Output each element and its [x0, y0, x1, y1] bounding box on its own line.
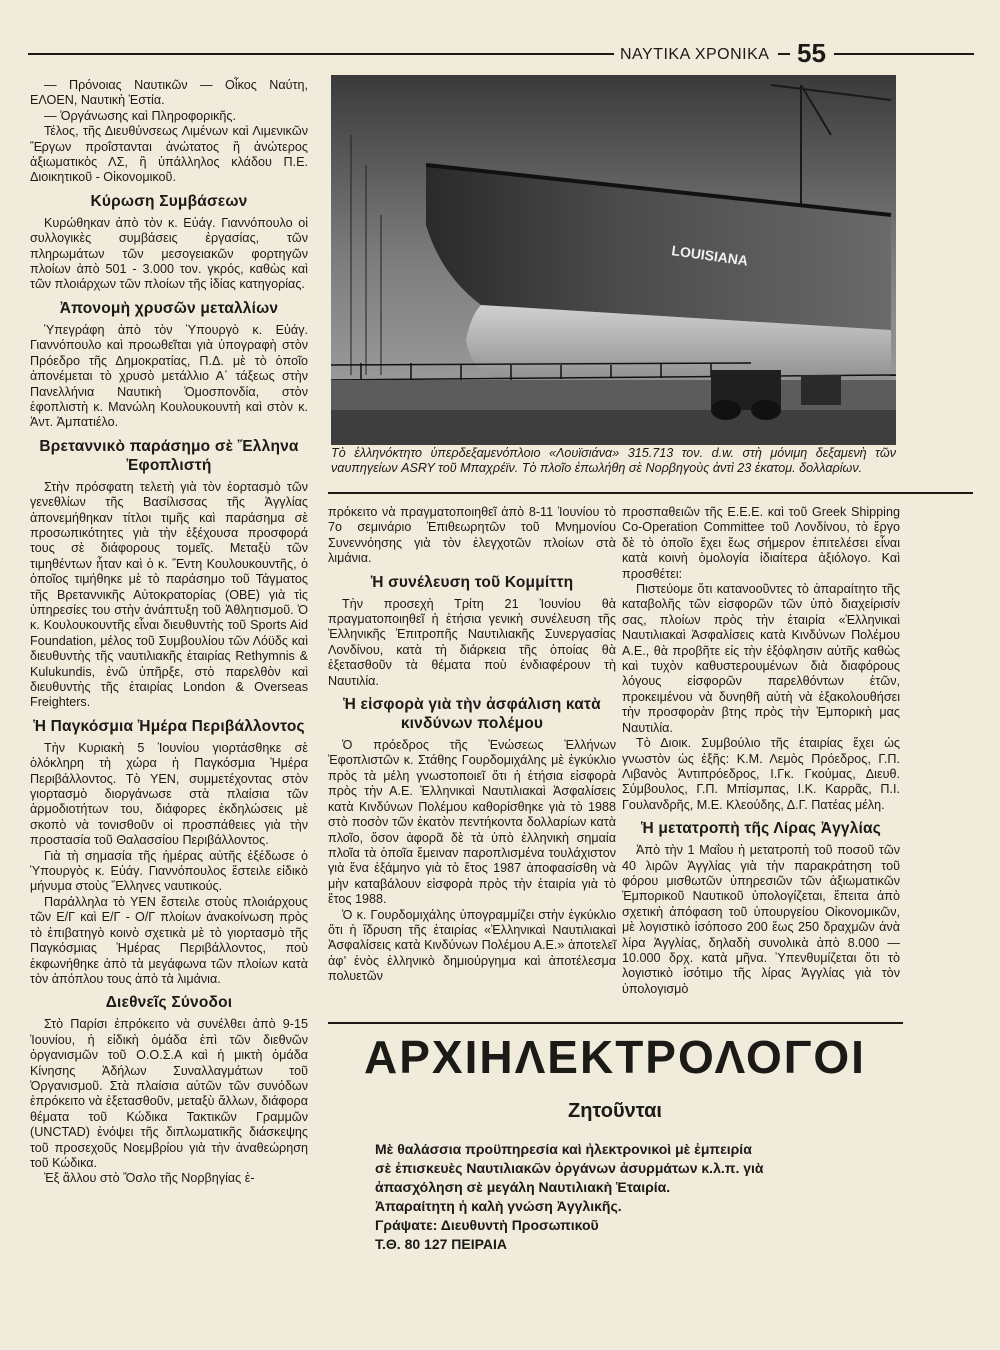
- section-paragraph: Ἐξ ἄλλου στὸ Ὄσλο τῆς Νορβηγίας ἐ-: [44, 1171, 255, 1186]
- section-paragraph: Πιστεύομε ὅτι κατανοοῦντες τὸ ἀπαραίτητο τῆς καταβολῆς τῶν εἰσφορῶν τῶν ὑπὸ διαχείρισίν σας, πλοίων πρὸς τὴν ἑταιρία «Ἑλληνικαὶ Ναυτιλιακαὶ Ἀσφαλίσεις κατὰ Κινδύνων Πολέμου Α.Ε., θὰ προβῆτε εἰς τὴν ἐξόφλησιν αὐτῆς καθὼς καὶ τυχὸν καθυστερουμένων διὰ διαφόρους λόγους εἰσφορῶν παρελθόντων ἐτῶν, προκειμένου νὰ δυνηθῆ αὐτὴ νὰ ἐξακολουθήσει τὴν προσφορὰν βτης πρὸς τὴν Ἐμπορικὴ μας Ναυτιλία.: [622, 582, 900, 735]
- page-number: 55: [797, 38, 826, 68]
- running-title: ΝΑΥΤΙΚΑ ΧΡΟΝΙΚΑ: [620, 46, 770, 63]
- photo-caption: Τὸ ἑλληνόκτητο ὑπερδεξαμενόπλοιο «Λουϊσιάνα» 315.713 τον. d.w. στὴ μόνιμη δεξαμενὴ τῶν ναυπηγείων ASRY τοῦ Μπαχρέϊν. Τὸ πλοῖο ἐπωλήθη σὲ Νορβηγοὺς ἀντὶ 23 ἑκατομ. δολλαρίων.: [331, 446, 896, 476]
- section-paragraph: Στὸ Παρίσι ἐπρόκειτο νὰ συνέλθει ἀπὸ 9-15 Ἰουνίου, ἡ εἰδικὴ ὁμάδα ἐπὶ τῶν διεθνῶν ὀργανισμῶν τοῦ Ο.Ο.Σ.Α καὶ ἡ μικτὴ ὁμάδα Κίνησης Ἀδήλων Συναλλαγμάτων τοῦ Ὀργανισμοῦ. Στὰ πλαίσια αὐτῶν τῶν συνόδων ἐπρόκειτο νὰ ἐξετασθοῦν, μεταξὺ ἄλλων, διάφορα θέματα τοῦ Κώδικα Τακτικῶν Γραμμῶν (UNCTAD) ἐνόψει τῆς διπλωματικῆς διάσκεψης τοῦ προσεχοῦς Νοεμβρίου γιὰ τὴν ἀναθεώρηση τοῦ Κώδικα.: [30, 1017, 308, 1170]
- ad-line: Μὲ θαλάσσια προϋπηρεσία καὶ ἠλεκτρονικοὶ μὲ ἐμπειρία: [375, 1141, 752, 1157]
- ad-line: Τ.Θ. 80 127 ΠΕΙΡΑΙΑ: [375, 1236, 508, 1252]
- section-paragraph: Ἀπὸ τὴν 1 Μαΐου ἡ μετατροπὴ τοῦ ποσοῦ τῶν 40 λιρῶν Ἀγγλίας γιὰ τὴν παρακράτηση τοῦ φόρου μισθωτῶν ὑπηρεσιῶν τῶν ἀξιωματικῶν Ἐμπορικοῦ Ναυτικοῦ ὑπολογίζεται, ἔπειτα ἀπὸ σχετικὴ ἀπόφαση τοῦ ὑπουργείου Οἰκονομικῶν, μὲ λογιστικὸ ἰσόποσο 200 ἕως 250 δραχμῶν ἀνὰ λίρα Ἀγγλίας, δηλαδὴ συνολικὰ ἀπὸ 8.000 — 10.000 δρχ. κατὰ μῆνα. Ὑπενθυμίζεται ὅτι τὸ λογιστικὸ ἰσότιμο τῆς λίρας Ἀγγλίας γιὰ τὸν ὑπολογισμὸ: [622, 843, 900, 996]
- header-rule-left: [28, 53, 614, 55]
- ad-line: σὲ ἐπισκευὲς Ναυτιλιακῶν ὀργάνων ἀσυρμάτων κ.λ.π. γιὰ: [375, 1160, 764, 1176]
- job-advertisement: [345, 1030, 885, 1270]
- section-paragraph: Τὸ Διοικ. Συμβούλιο τῆς ἑταιρίας ἔχει ὡς γνωστὸν ὡς ἑξῆς: Κ.Μ. Λεμὸς Πρόεδρος, Γ.Π. Λιβανὸς Ἀντιπρόεδρος, Ι.Γκ. Γκούμας, Διευθ. Σύμβουλος, Γ.Π. Μπίσμπας, Ι.Κ. Καρρᾶς, Π.Ι. Γουλανδρῆς, Μ.Ε. Κλεούδης, Δ.Γ. Πατέας μέλη.: [622, 736, 900, 812]
- section-heading: Βρεταννικὸ παράσημο σὲ Ἕλληνα Ἐφοπλιστή: [39, 437, 299, 474]
- ad-divider: [328, 1022, 903, 1024]
- section-paragraph: Στὴν πρόσφατη τελετὴ γιὰ τὸν ἑορτασμὸ τῶν γενεθλίων τῆς Βασίλισσας τῆς Ἀγγλίας ἀπονεμήθηκαν τίτλοι τιμῆς καὶ παράσημα σὲ προσωπικότητες γιὰ τὴν ἐξέχουσα προσφορά τους σὲ διάφορους τομεῖς. Μεταξὺ τῶν τιμηθέντων ἦταν καὶ ὁ κ. Ἔντη Κουλουκουντῆς, ὁ ὁποῖος τιμήθηκε μὲ τὸ παράσημο τοῦ Τάγματος τῆς Βρεταννικῆς Αὐτοκρατορίας (OBE) γιὰ τὶς ὑπηρεσίες του στὴν ἀνάπτυξη τοῦ Ἀθλητισμοῦ. Ὁ κ. Κουλουκουντῆς εἶναι διευθυντὴς τοῦ Sports Aid Foundation, μέλος τοῦ Συμβουλίου τῶν Λόϋδς καὶ διευθυντὴς τῆς ναυτιλιακῆς ἑταιρίας Rethymnis & Kulukundis, ἐνῶ ὑπῆρξε, στὸ παρελθὸν καὶ διευθυντὴς τῆς ἑταιρίας London & Overseas Freighters.: [30, 479, 308, 710]
- caption-divider: [328, 492, 973, 494]
- intro-paragraph: — Πρόνοιας Ναυτικῶν — Οἶκος Ναύτη, ΕΛΟΕΝ, Ναυτικὴ Ἑστία.: [30, 78, 308, 108]
- header-rule-mid: [778, 53, 790, 55]
- ad-body: [375, 1140, 885, 1254]
- section-paragraph: Κυρώθηκαν ἀπὸ τὸν κ. Εὐάγ. Γιαννόπουλο οἱ συλλογικὲς συμβάσεις ἐργασίας, τῶν πληρωμάτων τῶν μεσογειακῶν φορτηγῶν πλοίων ἀπὸ 501 - 3.000 τον. γκρός, καθὼς καὶ τῶν πλοιάρχων τῶν πλοίων τῆς ἰδίας κατηγορίας.: [30, 215, 308, 292]
- intro-paragraph: — Ὀργάνωσης καὶ Πληροφορικῆς.: [44, 108, 237, 123]
- section-paragraph: Γιὰ τὴ σημασία τῆς ἡμέρας αὐτῆς ἐξέδωσε ὁ Ὑπουργὸς κ. Εὐάγ. Γιαννόπουλος ἔστειλε εἰδικὸ μήνυμα στοὺς Ἕλληνες ναυτικούς.: [30, 848, 308, 894]
- tanker-illustration: [331, 75, 896, 445]
- section-paragraph: προσπαθειῶν τῆς Ε.Ε.Ε. καὶ τοῦ Greek Shipping Co-Operation Committee τοῦ Λονδίνου, τὸ ἔργο δὲ τὸ ὁποῖο ἔχει ἕως σήμερον ἐπιτελέσει εἶναι κατὰ κοινὴ ὁμολογία ἰδιαίτερα ἀξιόλογο. Καὶ προσθέτει:: [622, 505, 900, 581]
- section-paragraph: Ὁ κ. Γουρδομιχάλης ὑπογραμμίζει στὴν ἐγκύκλιο ὅτι ἡ ἵδρυση τῆς ἑταιρίας «Ἑλληνικαὶ Ναυτιλιακαὶ Ἀσφαλίσεις κατὰ Κινδύνων Πολέμου Α.Ε.» ἀποτελεῖ ἀφ’ ἑνὸς ἑλληνικὸ δημιούργημα καὶ ἀποτέλεσμα πολυετῶν: [328, 907, 616, 984]
- section-heading: Κύρωση Συμβάσεων: [90, 192, 248, 210]
- ad-title: ΑΡΧΙΗΛΕΚΤΡΟΛΟΓΟΙ: [364, 1031, 866, 1083]
- section-paragraph: Τὴν Κυριακὴ 5 Ἰουνίου γιορτάσθηκε σὲ ὁλόκληρη τὴ χώρα ἡ Παγκόσμια Ἡμέρα Περιβάλλοντος. Τὸ ΥΕΝ, συμμετέχοντας στὸν γιορτασμὸ διοργάνωσε στὰ πλαίσια τῶν ἁρμοδιοτήτων του, διάφορες ἐκδηλώσεις μὲ σκοπὸ νὰ τονισθοῦν οἱ προσπάθειες γιὰ τὴν προστασία τοῦ Θαλασσίου Περιβάλλοντος.: [30, 740, 308, 848]
- section-heading: Ἀπονομὴ χρυσῶν μεταλλίων: [59, 299, 279, 317]
- section-heading: Ἡ εἰσφορὰ γιὰ τὴν ἀσφάλιση κατὰ κινδύνων πολέμου: [343, 696, 601, 733]
- header-rule-right: [834, 53, 974, 55]
- section-paragraph: Τὴν προσεχὴ Τρίτη 21 Ἰουνίου θὰ πραγματοποιηθεῖ ἡ ἐτήσια γενικὴ συνέλευση τῆς Ἑλληνικῆς Ἐπιτροπῆς Ναυτιλιακῆς Συνεργασίας Λονδίνου, κατὰ τὴ διάρκεια τῆς ὁποίας θὰ ἐξετασθοῦν τὰ θέματα ποὺ ἐνδιαφέρουν τὴ Ναυτιλία.: [328, 596, 616, 688]
- ship-name-text: LOUISIANA: [670, 242, 750, 269]
- section-heading: Ἡ μετατροπὴ τῆς Λίρας Ἀγγλίας: [640, 820, 882, 838]
- ad-subtitle: Ζητοῦνται: [567, 1100, 662, 1122]
- section-paragraph: Ὁ πρόεδρος τῆς Ἑνώσεως Ἑλλήνων Ἐφοπλιστῶν κ. Στάθης Γουρδομιχάλης μὲ ἐγκύκλιο πρὸς τὰ μέλη γνωστοποιεῖ ὅτι ἡ ἐτήσια εἰσφορὰ πρὸς τὴν Α.Ε. Ἑλληνικαὶ Ναυτιλιακαὶ Ἀσφαλίσεις κατὰ Κινδύνων Πολέμου καθορίσθηκε γιὰ τὸ 1988 στὸ ποσὸν τῶν ἑκατὸν πεντήκοντα δολλαρίων κατὰ πλοῖο, ὅσον ἀφορᾶ δὲ τὰ ὑπὸ ἑλληνικὴ σημαία πλοῖα τὰ ὁποῖα ἔμειναν παροπλισμένα τουλάχιστον γιὰ ἕνα ἑξάμηνο γιὰ τὸ ἔτος 1987 ἀποφασίσθη νὰ μὴν καταβάλουν εἰσφορὰ πρὸς τὴν ἑταιρία γιὰ τὸ ἔτος 1988.: [328, 738, 616, 907]
- column-right: [622, 505, 900, 997]
- section-heading: Ἡ συνέλευση τοῦ Κομμίττη: [370, 573, 574, 591]
- ad-line: ἀπασχόληση σὲ μεγάλη Ναυτιλιακὴ Ἑταιρία.: [375, 1179, 671, 1195]
- section-paragraph: Παράλληλα τὸ ΥΕΝ ἔστειλε στοὺς πλοιάρχους τῶν Ε/Γ καὶ Ε/Γ - Ο/Γ πλοίων ἀνακοίνωση πρὸς τὸ ἐπιβατηγὸ κοινὸ σχετικὰ μὲ τὸ γιορτασμὸ τῆς Παγκόσμιας Ἡμέρας Περιβάλλοντος, ποὺ ἐκφωνήθηκε ἀπὸ τὰ μεγάφωνα τῶν πλοίων κατὰ τὸν ἀπόπλου τους ἀπὸ τὰ λιμάνια.: [30, 894, 308, 986]
- column-left: [30, 78, 308, 1187]
- ad-line: Γράψατε: Διευθυντὴ Προσωπικοῦ: [375, 1217, 599, 1233]
- column-middle: [328, 505, 616, 985]
- intro-paragraph: Τέλος, τῆς Διευθύνσεως Λιμένων καὶ Λιμενικῶν Ἔργων προΐστανται ἀνώτατος ἢ ἀνώτερος ἀξιωματικὸς ΛΣ, ἢ ὑπάλληλος κλάδου Π.Ε. Διοικητικοῦ - Οἰκονομικοῦ.: [30, 124, 308, 185]
- section-paragraph: πρόκειτο νὰ πραγματοποιηθεῖ ἀπὸ 8-11 Ἰουνίου τὸ 7ο σεμινάριο Ἐπιθεωρητῶν τοῦ Μνημονίου Συνεννόησης γιὰ τὸν ἐλεγχοτῶν πλοίων στὰ λιμάνια.: [328, 505, 616, 566]
- section-paragraph: Ὑπεγράφη ἀπὸ τὸν Ὑπουργὸ κ. Εὐάγ. Γιαννόπουλο καὶ προωθεῖται γιὰ ὑπογραφὴ στὸν Πρόεδρο τῆς Δημοκρατίας, Π.Δ. μὲ τὸ ὁποῖο ἀπονέμεται τὸ χρυσὸ μετάλλιο Α΄ τάξεως στὴν Πανελλήνια Ναυτικὴ Ὁμοσπονδία, στὸν ἐφοπλιστὴ κ. Μανώλη Κουλουκουντὴ καὶ στὸν κ. Ἀντ. Ἀμπατιέλο.: [30, 322, 308, 430]
- ship-photo: [331, 75, 896, 445]
- ad-line: Ἀπαραίτητη ἡ καλὴ γνώση Ἀγγλικῆς.: [375, 1198, 622, 1214]
- section-heading: Ἡ Παγκόσμια Ἡμέρα Περιβάλλοντος: [33, 717, 305, 735]
- section-heading: Διεθνεῖς Σύνοδοι: [105, 994, 233, 1012]
